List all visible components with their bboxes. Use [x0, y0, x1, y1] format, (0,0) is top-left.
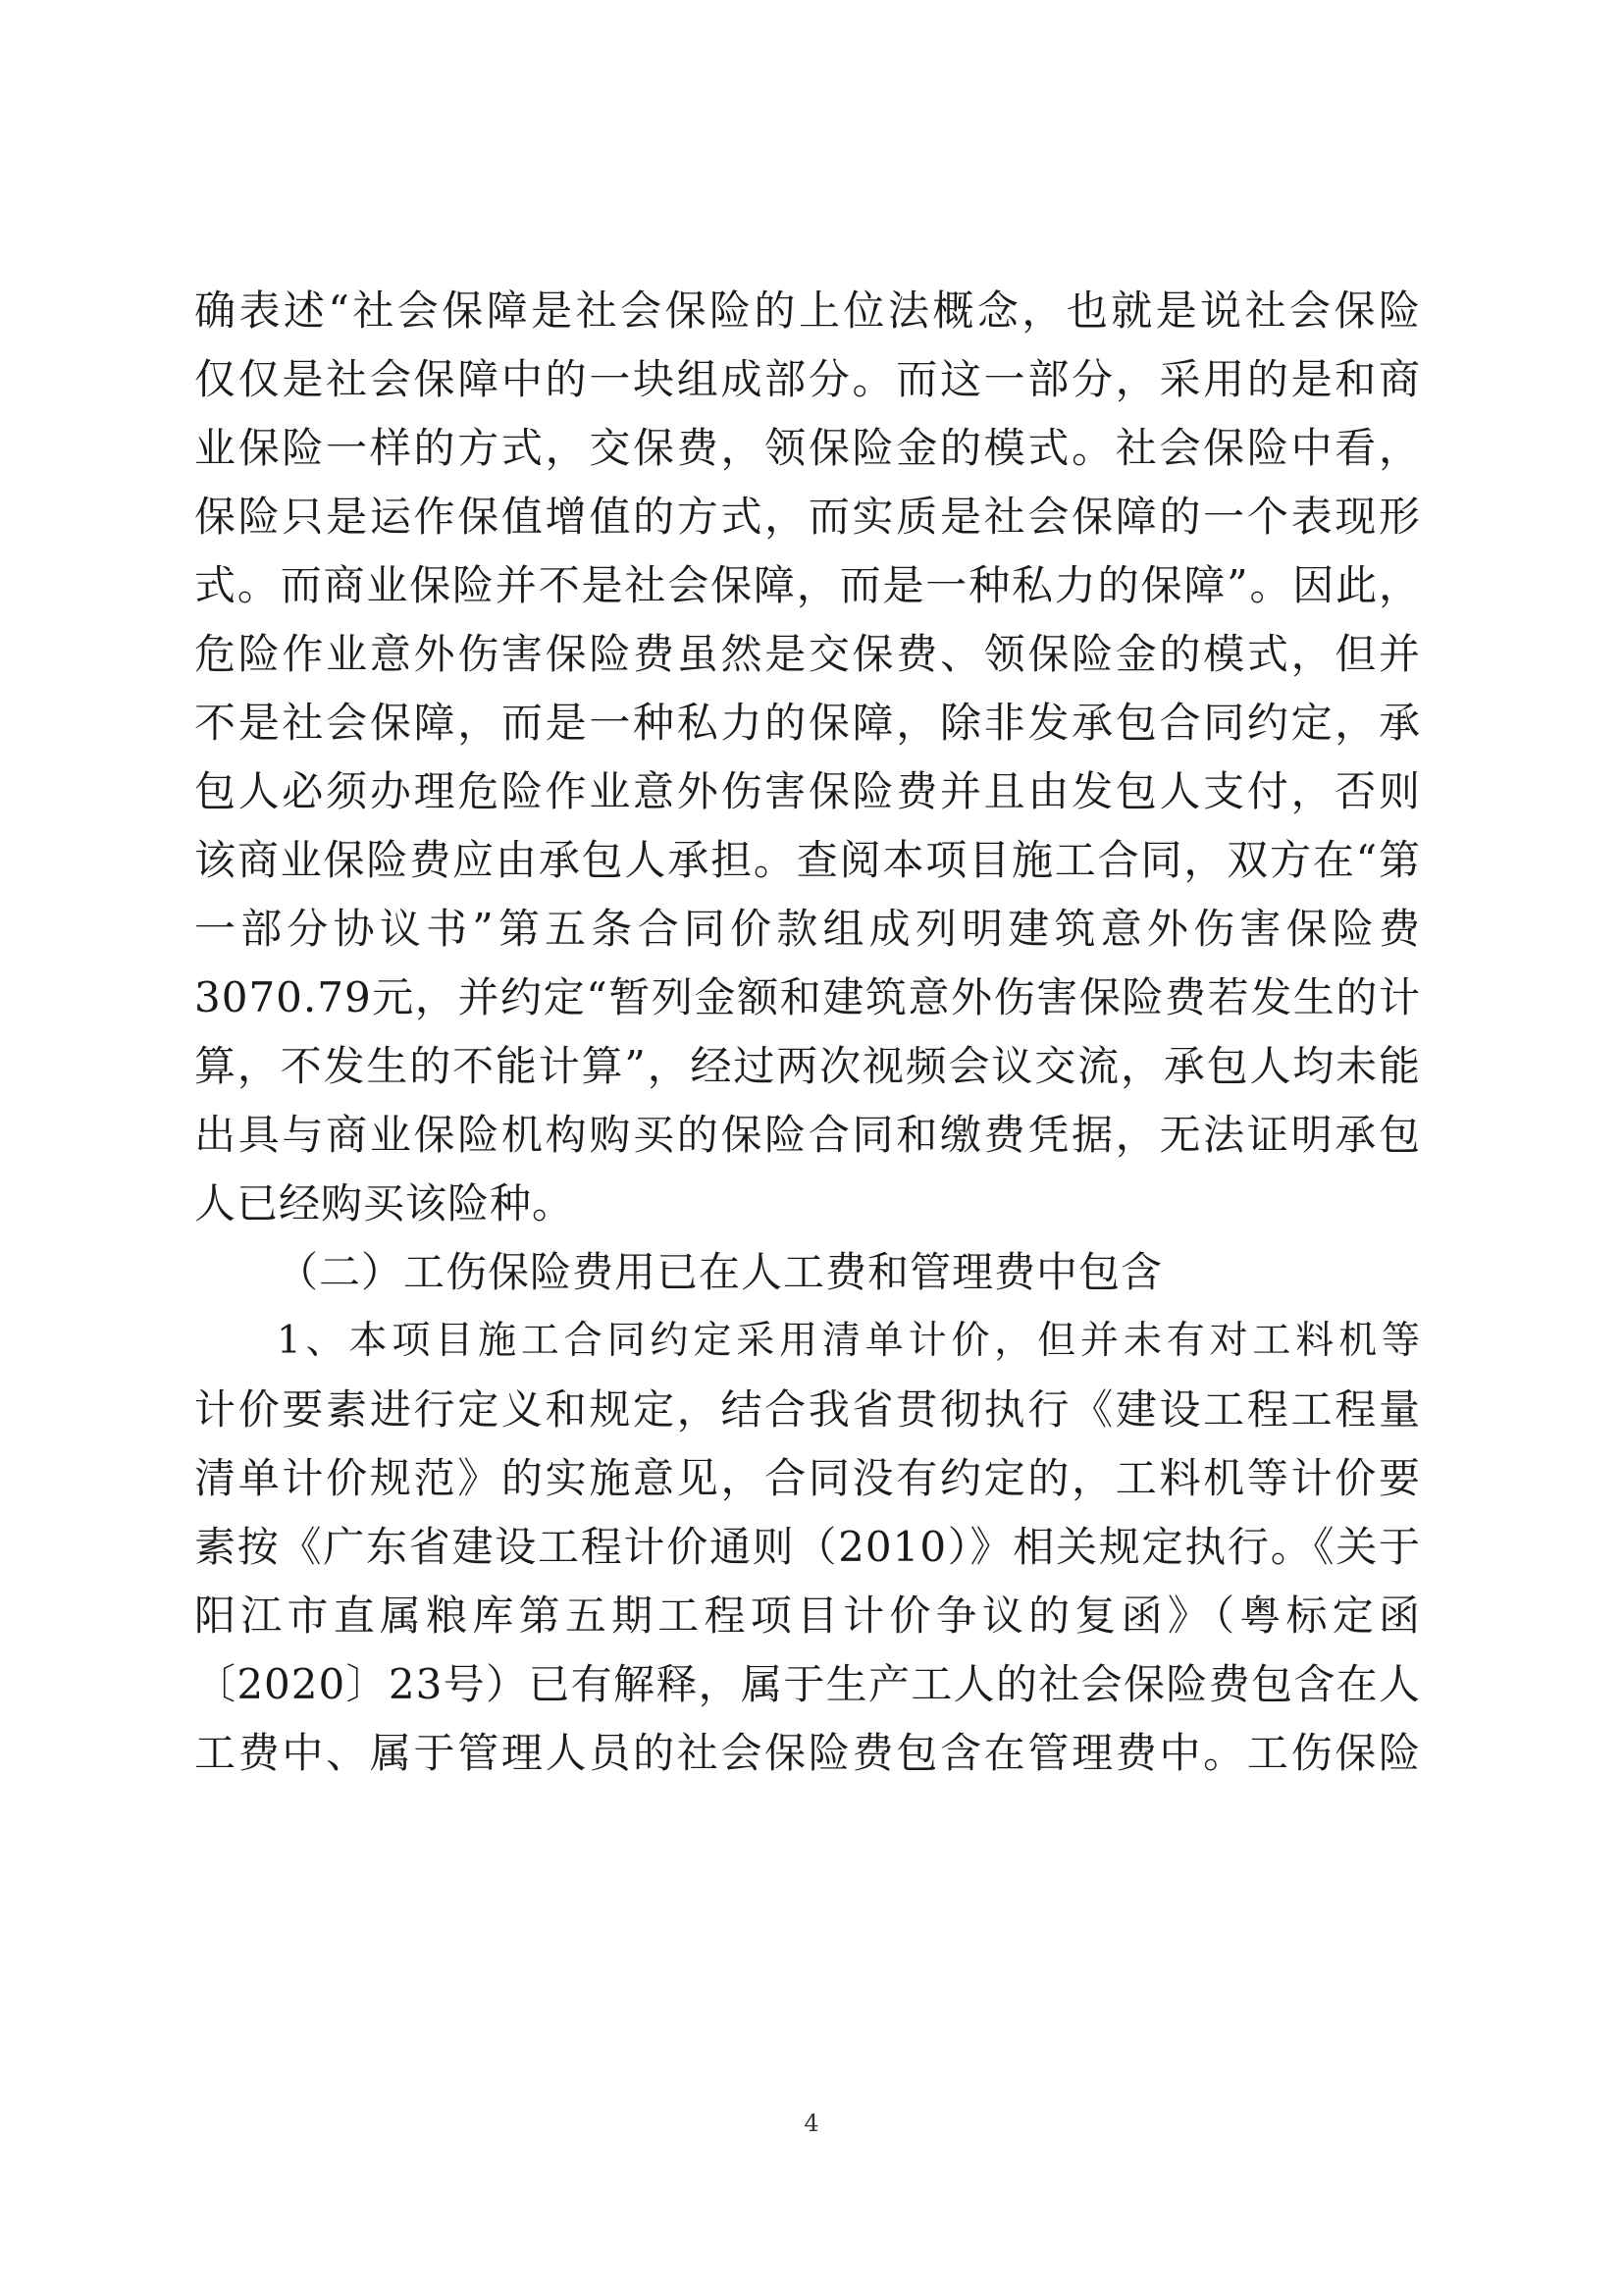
text-line-21: 〔2020〕23号）已有解释，属于生产工人的社会保险费包含在人 — [194, 1660, 1421, 1708]
text-line-17: 计价要素进行定义和规定，结合我省贯彻执行《建设工程工程量 — [194, 1385, 1421, 1434]
text-line-8: 包人必须办理危险作业意外伤害保险费并且由发包人支付，否则 — [194, 767, 1421, 815]
text-line-4: 保险只是运作保值增值的方式，而实质是社会保障的一个表现形 — [194, 493, 1421, 541]
text-line-6: 危险作业意外伤害保险费虽然是交保费、领保险金的模式，但并 — [194, 630, 1421, 678]
text-line-5: 式。而商业保险并不是社会保障，而是一种私力的保障”。因此， — [194, 561, 1421, 609]
text-line-13: 出具与商业保险机构购买的保险合同和缴费凭据，无法证明承包 — [194, 1111, 1421, 1159]
text-line-1: 确表述“社会保障是社会保险的上位法概念，也就是说社会保险 — [194, 287, 1421, 335]
text-line-19: 素按《广东省建设工程计价通则（2010）》相关规定执行。《关于 — [194, 1523, 1421, 1571]
text-line-20: 阳江市直属粮库第五期工程项目计价争议的复函》（粤标定函 — [194, 1592, 1421, 1640]
body-text — [194, 277, 1421, 1788]
text-line-2: 仅仅是社会保障中的一块组成部分。而这一部分，采用的是和商 — [194, 355, 1421, 403]
page-number: 4 — [804, 2110, 819, 2137]
text-line-14: 人已经购买该险种。 — [194, 1179, 575, 1227]
text-line-10: 一部分协议书”第五条合同价款组成列明建筑意外伤害保险费 — [194, 905, 1421, 953]
text-line-7: 不是社会保障，而是一种私力的保障，除非发承包合同约定，承 — [194, 699, 1421, 747]
section-heading: （二）工伤保险费用已在人工费和管理费中包含 — [277, 1248, 1164, 1296]
text-line-9: 该商业保险费应由承包人承担。查阅本项目施工合同，双方在“第 — [194, 836, 1421, 884]
text-line-3: 业保险一样的方式，交保费，领保险金的模式。社会保险中看， — [194, 424, 1421, 472]
text-line-12: 算，不发生的不能计算”，经过两次视频会议交流，承包人均未能 — [194, 1042, 1421, 1090]
text-line-11: 3070.79元，并约定“暂列金额和建筑意外伤害保险费若发生的计 — [194, 973, 1421, 1021]
text-line-18: 清单计价规范》的实施意见，合同没有约定的，工料机等计价要 — [194, 1454, 1421, 1502]
text-line-16: 1、本项目施工合同约定采用清单计价，但并未有对工料机等 — [277, 1319, 1421, 1363]
text-line-22: 工费中、属于管理人员的社会保险费包含在管理费中。工伤保险 — [194, 1729, 1421, 1777]
